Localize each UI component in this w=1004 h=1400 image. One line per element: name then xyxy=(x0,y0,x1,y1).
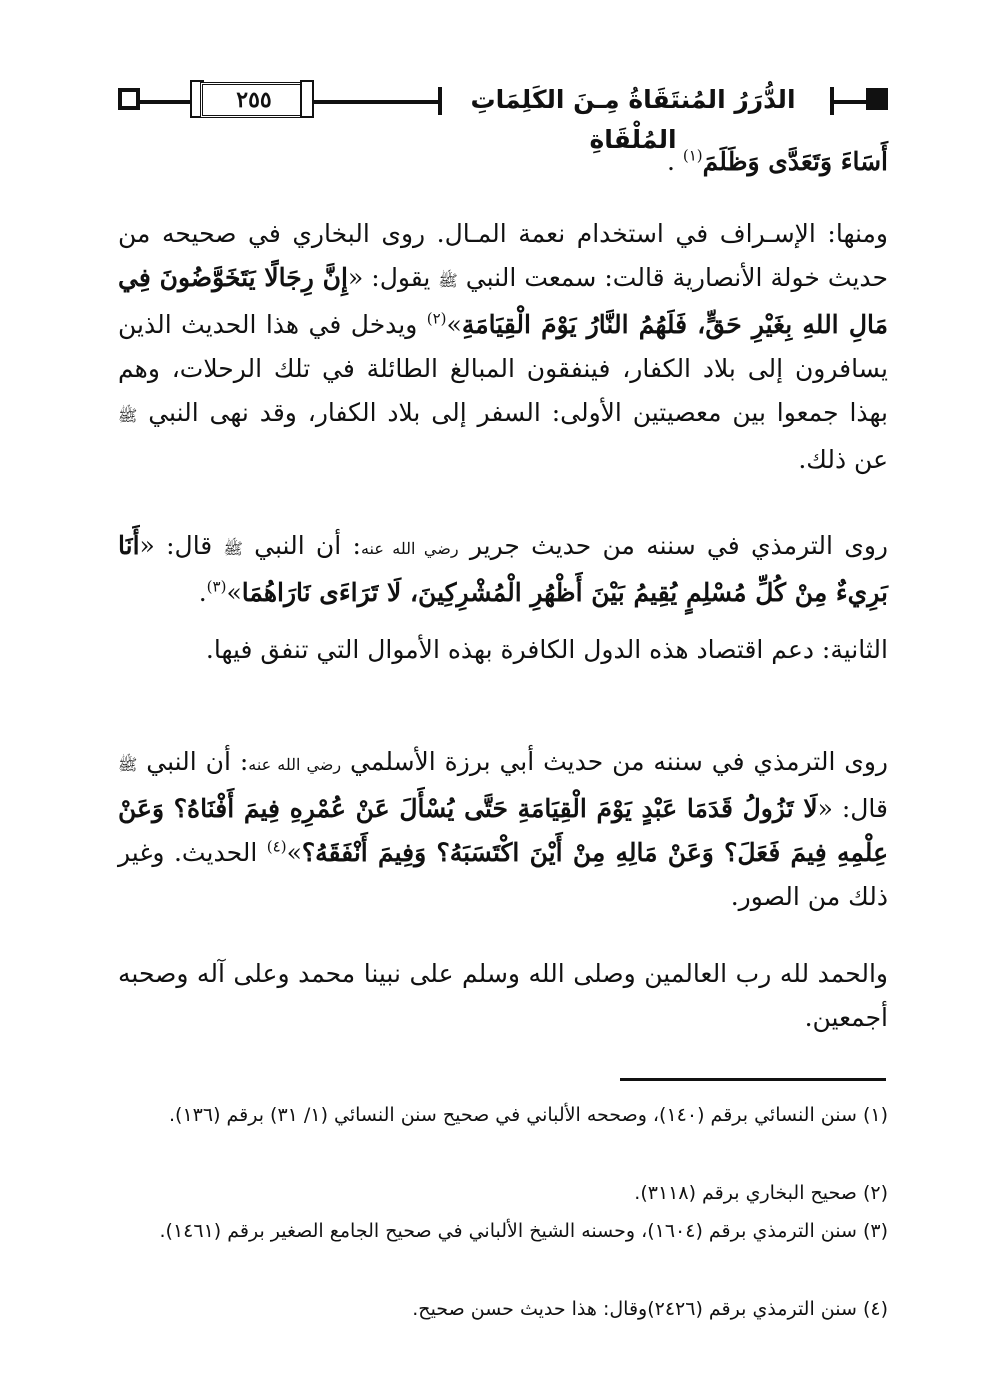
footnote-ref: (٢) xyxy=(426,309,447,328)
footnote-ref: (٤) xyxy=(266,837,287,856)
text-run: . xyxy=(666,147,675,176)
paragraph-second-point xyxy=(118,628,888,672)
salutation-symbol: ﷺ xyxy=(438,271,458,290)
text-run: ويدخل في هذا الحديث الذين يسافرون إلى بلاد الكفار، فينفقون المبالغ الطائلة في تلك الرحلات، وهم بهذا جمعوا بين معصيتين الأولى: السفر إلى بلاد الكفار، وقد نهى النبي xyxy=(118,310,889,427)
footnote-2: (٢) صحيح البخاري برقم (٣١١٨). xyxy=(634,1182,888,1204)
text-run: قال: « xyxy=(817,794,888,823)
text-run: الحديث. وغير ذلك من الصور. xyxy=(118,838,888,911)
text-run: روى الترمذي في سننه من حديث جرير xyxy=(469,531,888,560)
paragraph-continuation xyxy=(118,140,888,184)
text-run: : أن النبي xyxy=(146,747,249,776)
paragraph-abu-barza xyxy=(118,740,888,919)
text-run: » xyxy=(226,578,242,607)
header-square-ornament-right xyxy=(866,88,888,110)
header-square-ornament-left xyxy=(118,88,140,110)
footnote-ref: (٣) xyxy=(206,577,227,596)
footnote-3: (٣) سنن الترمذي برقم (١٦٠٤)، وحسنه الشيخ الألباني في صحيح الجامع الصغير برقم (١٤٦١). xyxy=(159,1220,888,1242)
paragraph-closing xyxy=(118,952,888,1040)
text-run: الثانية: دعم اقتصاد هذه الدول الكافرة بهذه الأموال التي تنفق فيها. xyxy=(205,635,888,664)
text-run: قال: « xyxy=(139,531,213,560)
text-run: عن ذلك. xyxy=(798,445,888,474)
text-run: والحمد لله رب العالمين وصلى الله وسلم على نبينا محمد وعلى آله وصحبه أجمعين. xyxy=(118,959,888,1032)
footnote-4: (٤) سنن الترمذي برقم (٢٤٢٦)وقال: هذا حديث حسن صحيح. xyxy=(412,1298,888,1320)
companion-honorific: رضي الله عنه xyxy=(360,539,459,558)
text-run: » xyxy=(446,310,462,339)
footnote-ref: (١) xyxy=(682,146,703,165)
text-run: روى الترمذي في سننه من حديث أبي برزة الأسلمي xyxy=(350,747,889,776)
header-divider-bar xyxy=(438,87,442,115)
running-header xyxy=(118,78,888,154)
salutation-symbol: ﷺ xyxy=(223,539,243,558)
text-run: ومنها: الإسـراف في استخدام نعمة المـال. روى البخاري في صحيحه من حديث خولة الأنصارية قالت: سمعت النبي xyxy=(118,219,888,292)
text-run: » xyxy=(286,838,302,867)
quote-text: أَسَاءَ وَتَعَدَّى وَظَلَمَ xyxy=(702,147,888,176)
hadith-quote: لَا تَزُولُ قَدَمَا عَبْدٍ يَوْمَ الْقِيَامَةِ حَتَّى يُسْأَلَ عَنْ عُمْرِهِ فِيمَ أَفْنَاهُ؟ وَعَنْ عِلْمِهِ فِيمَ فَعَلَ؟ وَعَنْ مَالِهِ مِنْ أَيْنَ اكْتَسَبَهُ؟ وَفِيمَ أَنْفَقَهُ؟ xyxy=(118,794,888,867)
page-number-ornament-right xyxy=(300,80,314,118)
text-run: . xyxy=(198,578,207,607)
header-rule-right xyxy=(834,100,868,104)
text-run: يقول: « xyxy=(347,263,431,292)
book-title: الدُّرَرُ المُنتَقَاةُ مِـنَ الكَلِمَاتِ المُلْقَاةِ xyxy=(470,85,796,154)
paragraph-jarir xyxy=(118,524,888,615)
paragraph-israf xyxy=(118,212,888,482)
hadith-quote: إِنَّ رِجَالًا يَتَخَوَّضُونَ فِي مَالِ اللهِ بِغَيْرِ حَقٍّ، فَلَهُمُ النَّارُ يَوْمَ الْقِيَامَةِ xyxy=(118,263,888,339)
hadith-quote: أَنَا بَرِيءٌ مِنْ كُلِّ مُسْلِمٍ يُقِيمُ بَيْنَ أَظْهُرِ الْمُشْرِكِينَ، لَا تَرَاءَى نَارَاهُمَا xyxy=(118,531,888,607)
page-number: ٢٥٥ xyxy=(200,82,308,118)
header-rule-middle xyxy=(314,100,440,104)
text-run: : أن النبي xyxy=(254,531,361,560)
companion-honorific: رضي الله عنه xyxy=(248,755,342,774)
footnote-1: (١) سنن النسائي برقم (١٤٠)، وصححه الألباني في صحيح سنن النسائي (١/ ٣١) برقم (١٣٦). xyxy=(168,1104,888,1126)
footnote-separator xyxy=(620,1078,886,1081)
salutation-symbol: ﷺ xyxy=(118,406,138,425)
salutation-symbol: ﷺ xyxy=(118,755,138,774)
